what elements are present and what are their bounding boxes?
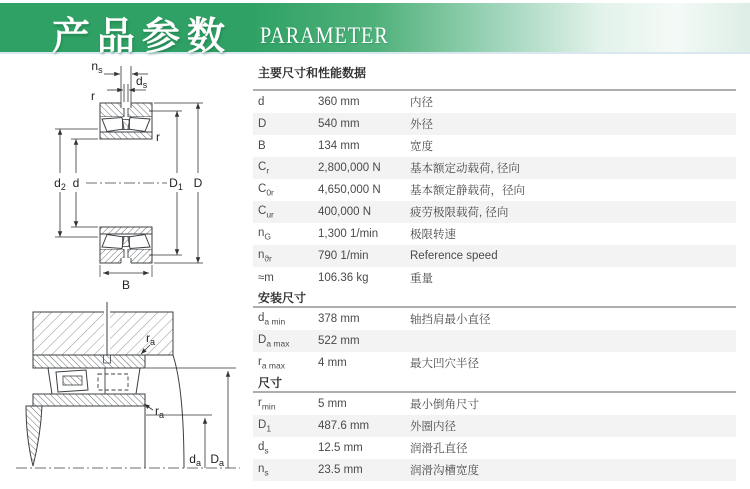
symbol-cell: ≈m — [258, 272, 274, 284]
table-row — [253, 91, 736, 113]
symbol-cell: B — [258, 140, 266, 152]
symbol-cell: $n_{ϑr}$ — [258, 248, 272, 264]
table-row — [253, 135, 736, 157]
table-row — [253, 201, 736, 223]
table-row — [253, 223, 736, 245]
description-cell: 润滑孔直径 — [410, 443, 468, 455]
symbol-cell: $n_s$ — [258, 462, 269, 478]
table-row — [253, 352, 736, 374]
dimension-label-r-inner: r — [156, 130, 160, 144]
symbol-cell: $r_{a max}$ — [258, 355, 285, 371]
value-cell: 790 1/min — [318, 250, 369, 262]
page-banner — [0, 3, 750, 58]
value-cell: 2,800,000 N — [318, 162, 381, 174]
shaft-shoulder-section — [26, 406, 42, 466]
dimension-label-da: $d_a$ — [189, 452, 201, 468]
value-cell: 134 mm — [318, 140, 360, 152]
value-cell: 400,000 N — [318, 206, 372, 218]
symbol-cell: $D_{a max}$ — [258, 333, 290, 349]
value-cell: 12.5 mm — [318, 442, 363, 454]
table-row — [253, 113, 736, 135]
dimension-label-D: D — [193, 176, 203, 190]
description-cell: 最大凹穴半径 — [410, 358, 479, 370]
spec-table — [253, 61, 736, 481]
description-cell: 基本额定静载荷，径向 — [410, 185, 525, 197]
symbol-cell: $n_G$ — [258, 226, 272, 242]
dimension-label-ds: $d_s$ — [136, 74, 148, 90]
description-cell: 轴挡肩最小直径 — [410, 314, 491, 326]
dimension-label-r-outer: r — [91, 89, 95, 103]
table-row — [253, 330, 736, 352]
page-title: 产品参数 — [52, 16, 233, 58]
value-cell: 23.5 mm — [318, 464, 363, 476]
table-row — [253, 245, 736, 267]
description-cell: 外圈内径 — [410, 421, 456, 433]
value-cell: 4,650,000 N — [318, 184, 381, 196]
table-row — [253, 308, 736, 330]
table-row — [253, 437, 736, 459]
description-cell: 重量 — [410, 273, 433, 285]
section-title: 尺寸 — [258, 376, 283, 390]
value-cell: 106.36 kg — [318, 272, 369, 284]
table-row — [253, 415, 736, 437]
dimension-label-d: d — [72, 176, 80, 190]
symbol-cell: D — [258, 118, 267, 130]
outer-ring-section — [33, 355, 145, 368]
symbol-cell: $C_{0r}$ — [258, 182, 274, 198]
value-cell: 522 mm — [318, 335, 360, 347]
dimension-label-B: B — [121, 278, 131, 292]
bearing-cross-section-drawing — [0, 56, 258, 296]
symbol-cell: d — [258, 96, 265, 108]
dimension-label-ra-upper: $r_a$ — [146, 331, 156, 347]
table-row — [253, 157, 736, 179]
symbol-cell: $d_s$ — [258, 440, 269, 456]
description-cell: Reference speed — [410, 250, 498, 262]
description-cell: 内径 — [410, 97, 433, 109]
section-title: 主要尺寸和性能数据 — [258, 66, 367, 80]
table-row — [253, 267, 736, 289]
inner-ring-section — [33, 394, 145, 406]
dimension-label-ra-lower: $r_a$ — [155, 404, 165, 420]
symbol-cell: $d_{a min}$ — [258, 311, 286, 327]
dimension-label-d2: $d_2$ — [54, 176, 66, 192]
dimension-label-ns: $n_s$ — [91, 59, 103, 75]
value-cell: 360 mm — [318, 96, 360, 108]
symbol-cell: $C_{ur}$ — [258, 204, 274, 220]
description-cell: 疲劳极限载荷, 径向 — [410, 207, 509, 219]
value-cell: 1,300 1/min — [318, 228, 379, 240]
housing-section — [33, 312, 173, 355]
description-cell: 最小倒角尺寸 — [410, 399, 479, 411]
description-cell: 宽度 — [410, 141, 433, 153]
bearing-half-section — [100, 103, 152, 140]
value-cell: 540 mm — [318, 118, 360, 130]
table-row — [253, 393, 736, 415]
description-cell: 润滑沟槽宽度 — [410, 465, 479, 477]
symbol-cell: $C_r$ — [258, 160, 270, 176]
page-subtitle: PARAMETER — [260, 23, 389, 48]
value-cell: 487.6 mm — [318, 420, 370, 432]
table-row — [253, 459, 736, 481]
description-cell: 基本额定动载荷, 径向 — [410, 163, 520, 175]
description-cell: 外径 — [410, 119, 433, 131]
dimension-label-Da: $D_a$ — [210, 452, 224, 468]
mounting-dimensions-drawing — [0, 300, 258, 485]
symbol-cell: $D_1$ — [258, 418, 272, 434]
value-cell: 5 mm — [318, 398, 347, 410]
value-cell: 378 mm — [318, 313, 360, 325]
description-cell: 极限转速 — [410, 229, 456, 241]
symbol-cell: $r_{min}$ — [258, 396, 276, 412]
value-cell: 4 mm — [318, 357, 347, 369]
dimension-label-D1: $D_1$ — [169, 176, 183, 192]
table-row — [253, 179, 736, 201]
section-title: 安装尺寸 — [258, 291, 307, 305]
